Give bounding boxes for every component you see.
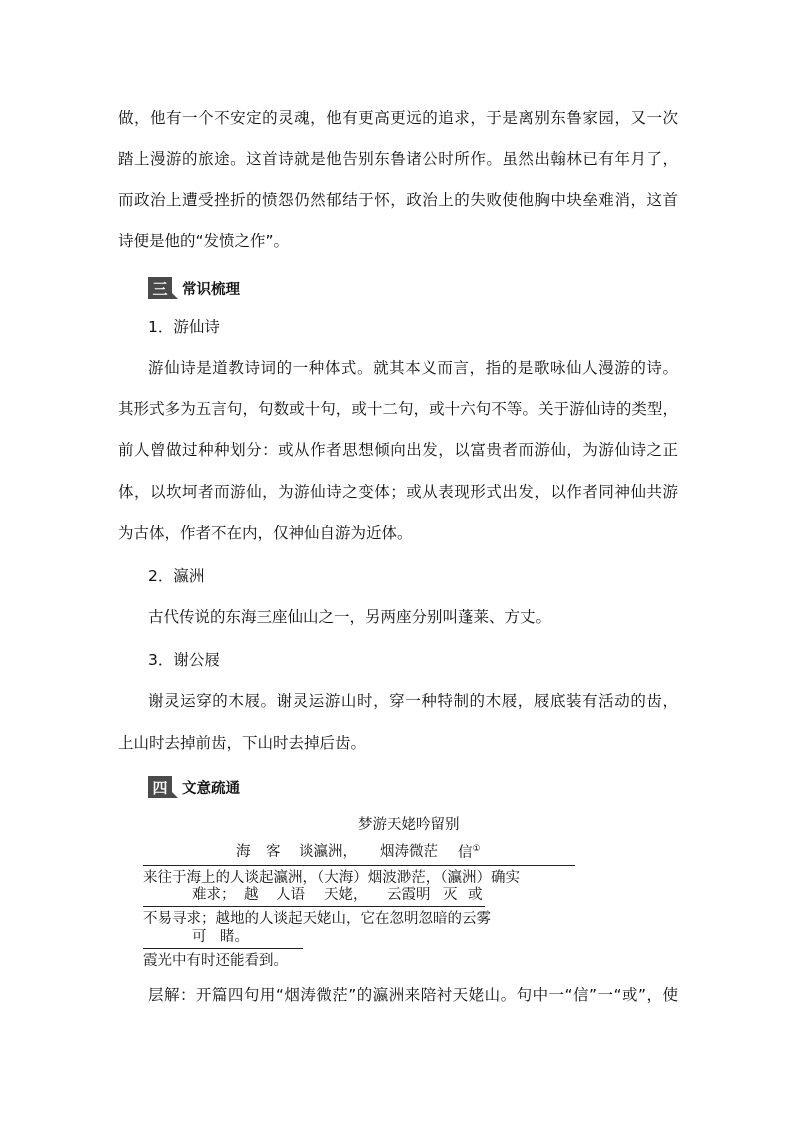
- item2-line: 古代传说的东海三座仙山之一，另两座分别叫蓬莱、方丈。: [148, 608, 552, 626]
- analysis-line: 层解：开篇四句用“烟涛微茫”的瀛洲来陪衬天姥山。句中一“信”一“或”，使: [148, 986, 678, 1004]
- verse-word: 海: [236, 844, 251, 860]
- translation-line-3: 霞光中有时还能看到。: [143, 953, 288, 969]
- section-title: 文意疏通: [182, 780, 240, 797]
- divider-rule: [143, 906, 485, 907]
- item1-line-2: 其形式多为五言句，句数或十句，或十二句，或十六句不等。关于游仙诗的类型，: [118, 400, 678, 418]
- item1-line-3: 前人曾做过种种划分：或从作者思想倾向出发，以富贵者而游仙，为游仙诗之正: [118, 441, 678, 459]
- verse-word: 云霞明: [387, 887, 431, 903]
- verse-word: 睹。: [220, 929, 249, 945]
- item-heading-1: 1．游仙诗: [148, 318, 220, 336]
- section-number-badge: 三: [148, 277, 172, 299]
- item1-line-4: 体，以坎坷者而游仙，为游仙诗之变体；或从表现形式出发，以作者同神仙共游: [118, 483, 678, 501]
- verse-word: [458, 845, 481, 860]
- verse-word: 客: [266, 844, 281, 860]
- verse-word: 谈瀛洲，: [299, 844, 357, 860]
- intro-line-1: 做，他有一个不安定的灵魂，他有更高更远的追求，于是离别东鲁家园，又一次: [118, 109, 678, 127]
- divider-rule: [143, 865, 575, 866]
- verse-word: 人语: [276, 887, 305, 903]
- translation-line-1: 来往于海上的人谈起瀛洲，（大海）烟波渺茫，（瀛洲）确实: [143, 870, 520, 886]
- item3-line-1: 谢灵运穿的木屐。谢灵运游山时，穿一种特制的木屐，屐底装有活动的齿，: [148, 692, 678, 710]
- verse-word: 烟涛微茫: [380, 844, 438, 860]
- verse-word: 灭: [443, 887, 458, 903]
- verse-word: 或: [468, 887, 483, 903]
- section-heading-meaning: [148, 776, 240, 798]
- verse-char: 信: [458, 844, 473, 861]
- verse-word: 难求；: [192, 887, 236, 903]
- verse-word: 越: [244, 887, 259, 903]
- intro-line-3: 而政治上遭受挫折的愤怨仍然郁结于怀，政治上的失败使他胸中块垒难消，这首: [118, 191, 678, 209]
- item-heading-3: 3．谢公屐: [148, 651, 220, 669]
- section-heading-knowledge: [148, 277, 240, 299]
- item3-line-2: 上山时去掉前齿，下山时去掉后齿。: [118, 734, 367, 752]
- verse-word: 可: [192, 929, 207, 945]
- item1-line-5: 为古体，作者不在内，仅神仙自游为近体。: [118, 524, 413, 542]
- translation-line-2: 不易寻求；越地的人谈起天姥山，它在忽明忽暗的云雾: [143, 911, 491, 927]
- footnote-marker: ①: [472, 844, 481, 854]
- section-title: 常识梳理: [182, 281, 240, 298]
- item-heading-2: 2．瀛洲: [148, 567, 205, 585]
- intro-line-4: 诗便是他的“发愤之作”。: [118, 232, 290, 250]
- divider-rule: [143, 948, 303, 949]
- verse-word: 天姥，: [324, 887, 368, 903]
- section-number-badge: 四: [148, 776, 172, 798]
- intro-line-2: 踏上漫游的旅途。这首诗就是他告别东鲁诸公时所作。虽然出翰林已有年月了，: [118, 150, 678, 168]
- item1-line-1: 游仙诗是道教诗词的一种体式。就其本义而言，指的是歌咏仙人漫游的诗。: [148, 359, 678, 377]
- poem-title: 梦游天姥吟留别: [358, 817, 460, 833]
